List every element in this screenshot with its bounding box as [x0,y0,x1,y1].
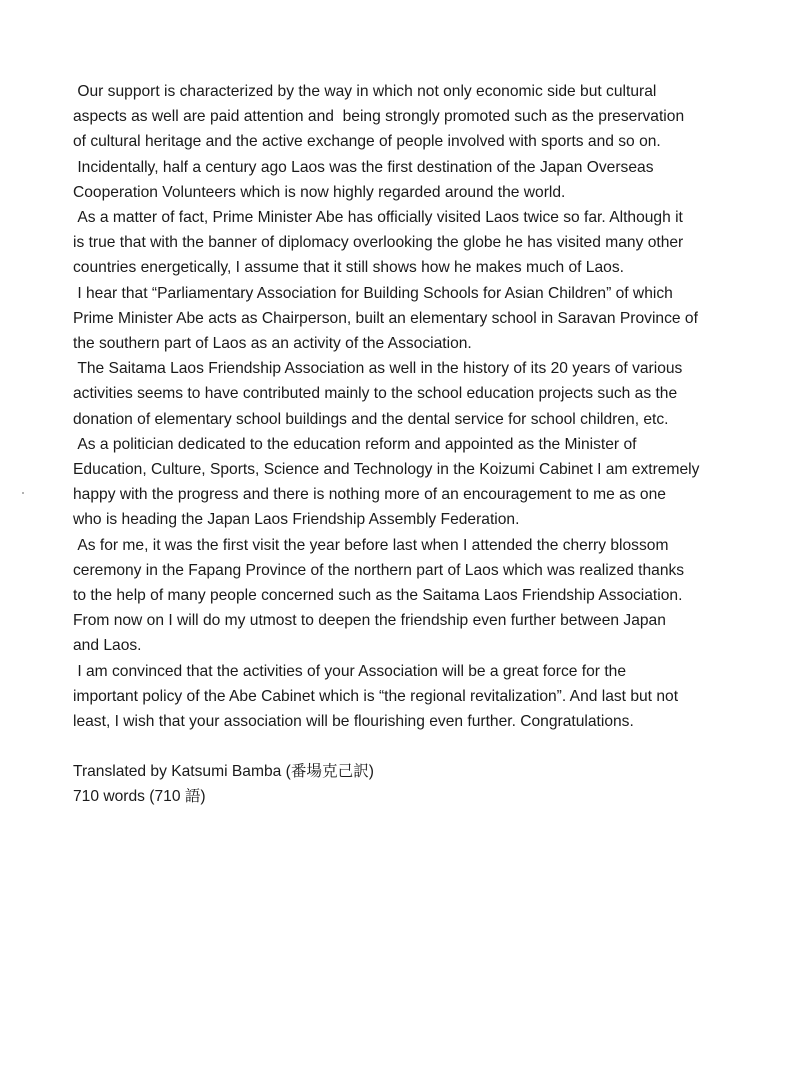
text-line: As a politician dedicated to the education reform and appointed as the Minister of [73,435,637,453]
text-line: As for me, it was the first visit the year before last when I attended the cherry blossom [73,536,669,554]
text-line: important policy of the Abe Cabinet which is “the regional revitalization”. And last but not [73,687,679,705]
text-line: happy with the progress and there is nothing more of an encouragement to me as one [73,486,666,504]
text-line: The Saitama Laos Friendship Association as well in the history of its 20 years of various [73,360,683,378]
text-line: is true that with the banner of diplomacy overlooking the globe he has visited many other [73,234,684,252]
text-line: As a matter of fact, Prime Minister Abe has officially visited Laos twice so far. Although it [73,209,683,227]
text-line: Incidentally, half a century ago Laos was the first destination of the Japan Overseas [73,158,654,176]
text-line: I hear that “Parliamentary Association for Building Schools for Asian Children” of which [73,284,673,302]
text-line: aspects as well are paid attention and being strongly promoted such as the preservation [73,108,685,126]
document-footer [73,759,733,809]
text-line: Cooperation Volunteers which is now highly regarded around the world. [73,183,566,201]
text-line: I am convinced that the activities of your Association will be a great force for the [73,662,627,680]
text-line: least, I wish that your association will be flourishing even further. Congratulations. [73,713,634,731]
text-line: Our support is characterized by the way in which not only economic side but cultural [73,83,657,100]
body-text [73,79,733,810]
text-line: Prime Minister Abe acts as Chairperson, built an elementary school in Saravan Province of [73,309,698,327]
text-line: who is heading the Japan Laos Friendship Assembly Federation. [73,511,520,529]
text-line: donation of elementary school buildings and the dental service for school children, etc. [73,410,669,428]
text-line: countries energetically, I assume that it still shows how he makes much of Laos. [73,259,624,277]
scan-speck [22,492,24,494]
text-line: of cultural heritage and the active exchange of people involved with sports and so on. [73,133,661,151]
word-count: 710 words (710 語) [73,788,206,806]
text-line: and Laos. [73,637,142,655]
text-line: the southern part of Laos as an activity of the Association. [73,335,472,353]
translator-credit: Translated by Katsumi Bamba (番場克己訳) [73,763,374,781]
text-line: From now on I will do my utmost to deepen the friendship even further between Japan [73,612,666,630]
text-line: ceremony in the Fapang Province of the northern part of Laos which was realized thanks [73,561,685,579]
text-line: to the help of many people concerned such as the Saitama Laos Friendship Association. [73,587,683,605]
text-line: activities seems to have contributed mainly to the school education projects such as the [73,385,678,403]
text-line: Education, Culture, Sports, Science and Technology in the Koizumi Cabinet I am extremely [73,461,700,479]
